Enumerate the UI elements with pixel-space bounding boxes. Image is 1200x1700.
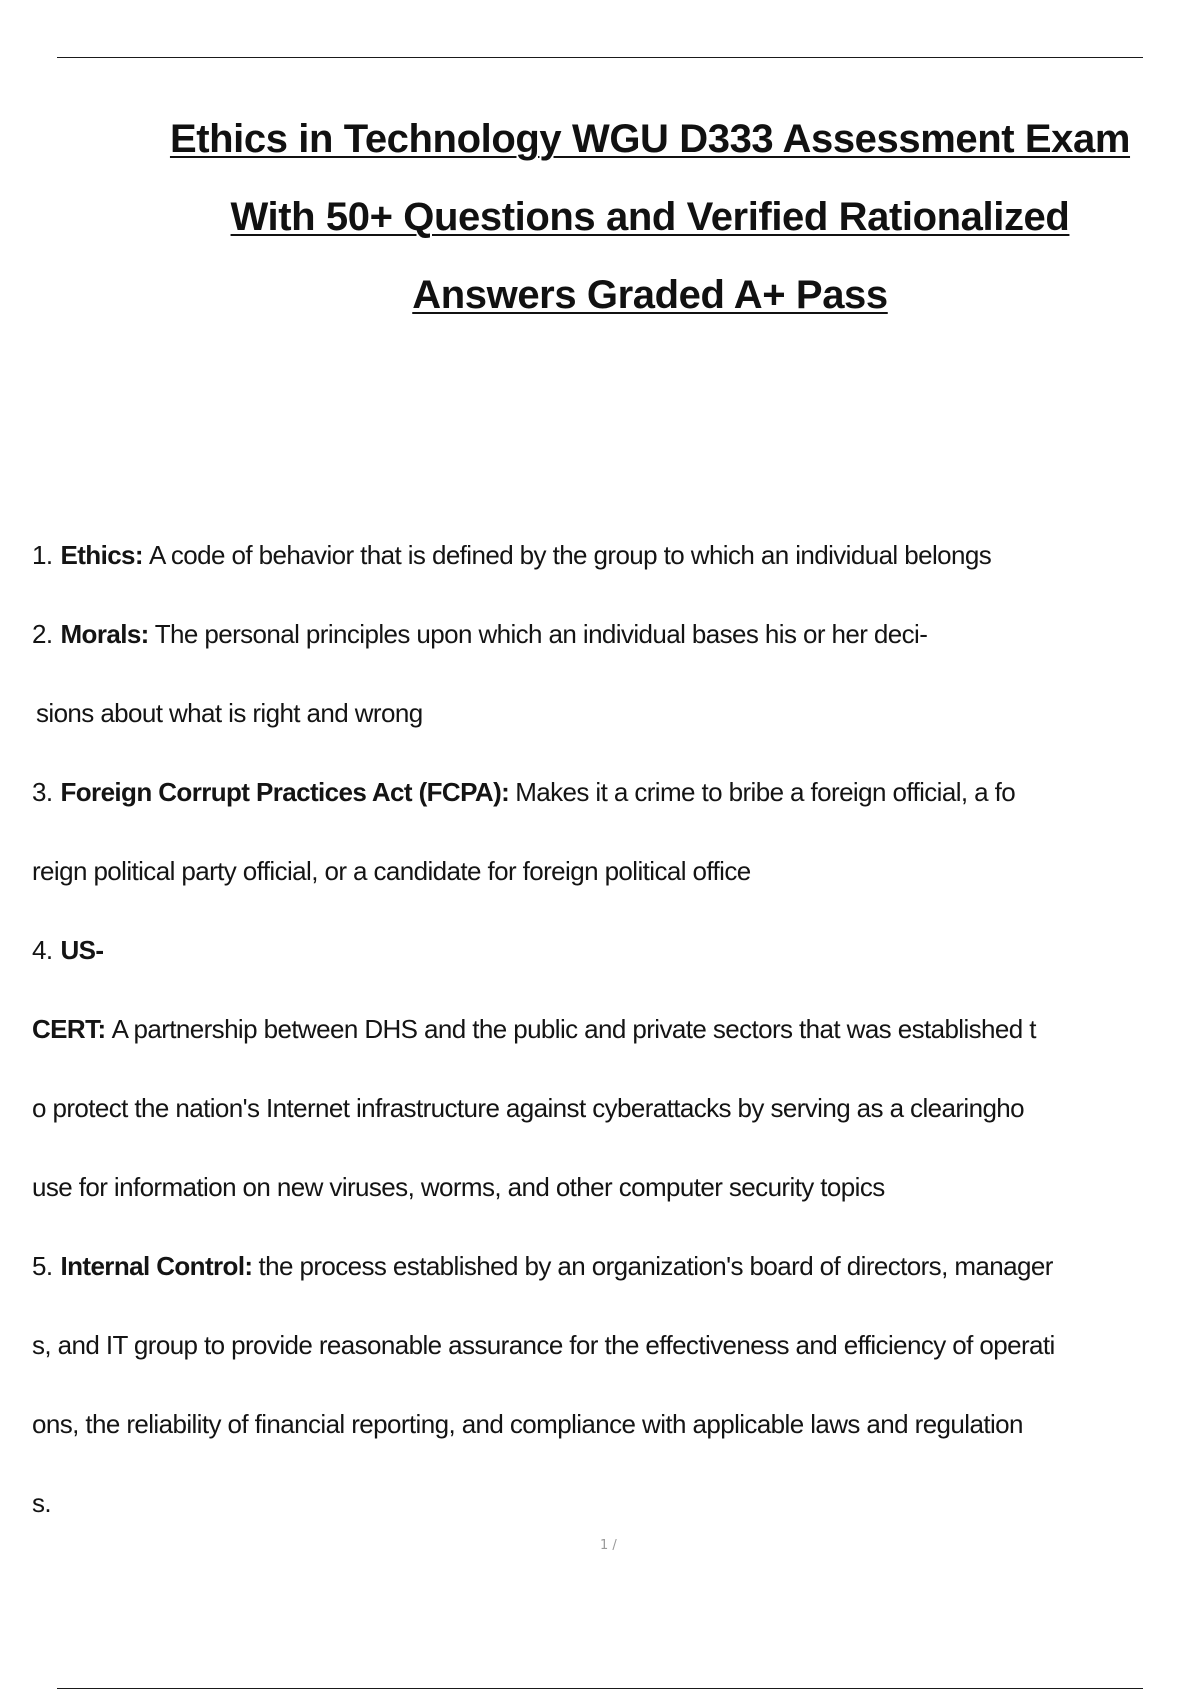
item-definition-continued: s. (32, 1488, 52, 1518)
list-item-fcpa (32, 777, 1192, 856)
title-line-1: Ethics in Technology WGU D333 Assessment Exam (169, 117, 1131, 161)
item-term: Morals: (60, 619, 149, 649)
item-term: Internal Control: (60, 1251, 253, 1281)
item-definition-continued: ons, the reliability of financial reporting, and compliance with applicable laws and regulation (32, 1409, 1023, 1439)
document-title (110, 100, 1190, 334)
item-term-part2: CERT: (32, 1014, 106, 1044)
item-number: 5. (32, 1251, 53, 1281)
list-item-ethics (32, 540, 1192, 619)
item-term: Ethics: (60, 540, 143, 570)
item-definition: The personal principles upon which an individual bases his or her deci- (154, 619, 928, 649)
list-item-morals (32, 619, 1192, 698)
item-definition-continued: use for information on new viruses, worms, and other computer security topics (32, 1172, 885, 1202)
item-number: 1. (32, 540, 53, 570)
item-number: 3. (32, 777, 53, 807)
item-definition-continued: s, and IT group to provide reasonable assurance for the effectiveness and efficiency of operati (32, 1330, 1055, 1360)
item-definition: A partnership between DHS and the public and private sectors that was established t (111, 1014, 1036, 1044)
item-number: 2. (32, 619, 53, 649)
item-term: Foreign Corrupt Practices Act (FCPA): (60, 777, 510, 807)
title-line-2: With 50+ Questions and Verified Rationalized (230, 195, 1070, 239)
page-number: 1 / (600, 1538, 617, 1553)
item-definition: A code of behavior that is defined by the group to which an individual belongs (148, 540, 992, 570)
item-definition-continued: reign political party official, or a candidate for foreign political office (32, 856, 751, 886)
list-item-us-cert (32, 935, 1192, 1014)
item-definition: Makes it a crime to bribe a foreign official, a fo (515, 777, 1016, 807)
list-item-internal-control (32, 1251, 1192, 1330)
item-definition-line (32, 1014, 1192, 1093)
item-number: 4. (32, 935, 53, 965)
item-definition-continued: sions about what is right and wrong (36, 698, 423, 728)
definition-list (32, 540, 1192, 1567)
item-term-part1: US- (60, 935, 104, 965)
item-definition-continued: o protect the nation's Internet infrastructure against cyberattacks by serving as a clearingho (32, 1093, 1025, 1123)
bottom-rule (57, 1688, 1143, 1689)
title-line-3: Answers Graded A+ Pass (412, 273, 888, 317)
item-definition: the process established by an organization's board of directors, manager (258, 1251, 1053, 1281)
top-rule (57, 57, 1143, 58)
